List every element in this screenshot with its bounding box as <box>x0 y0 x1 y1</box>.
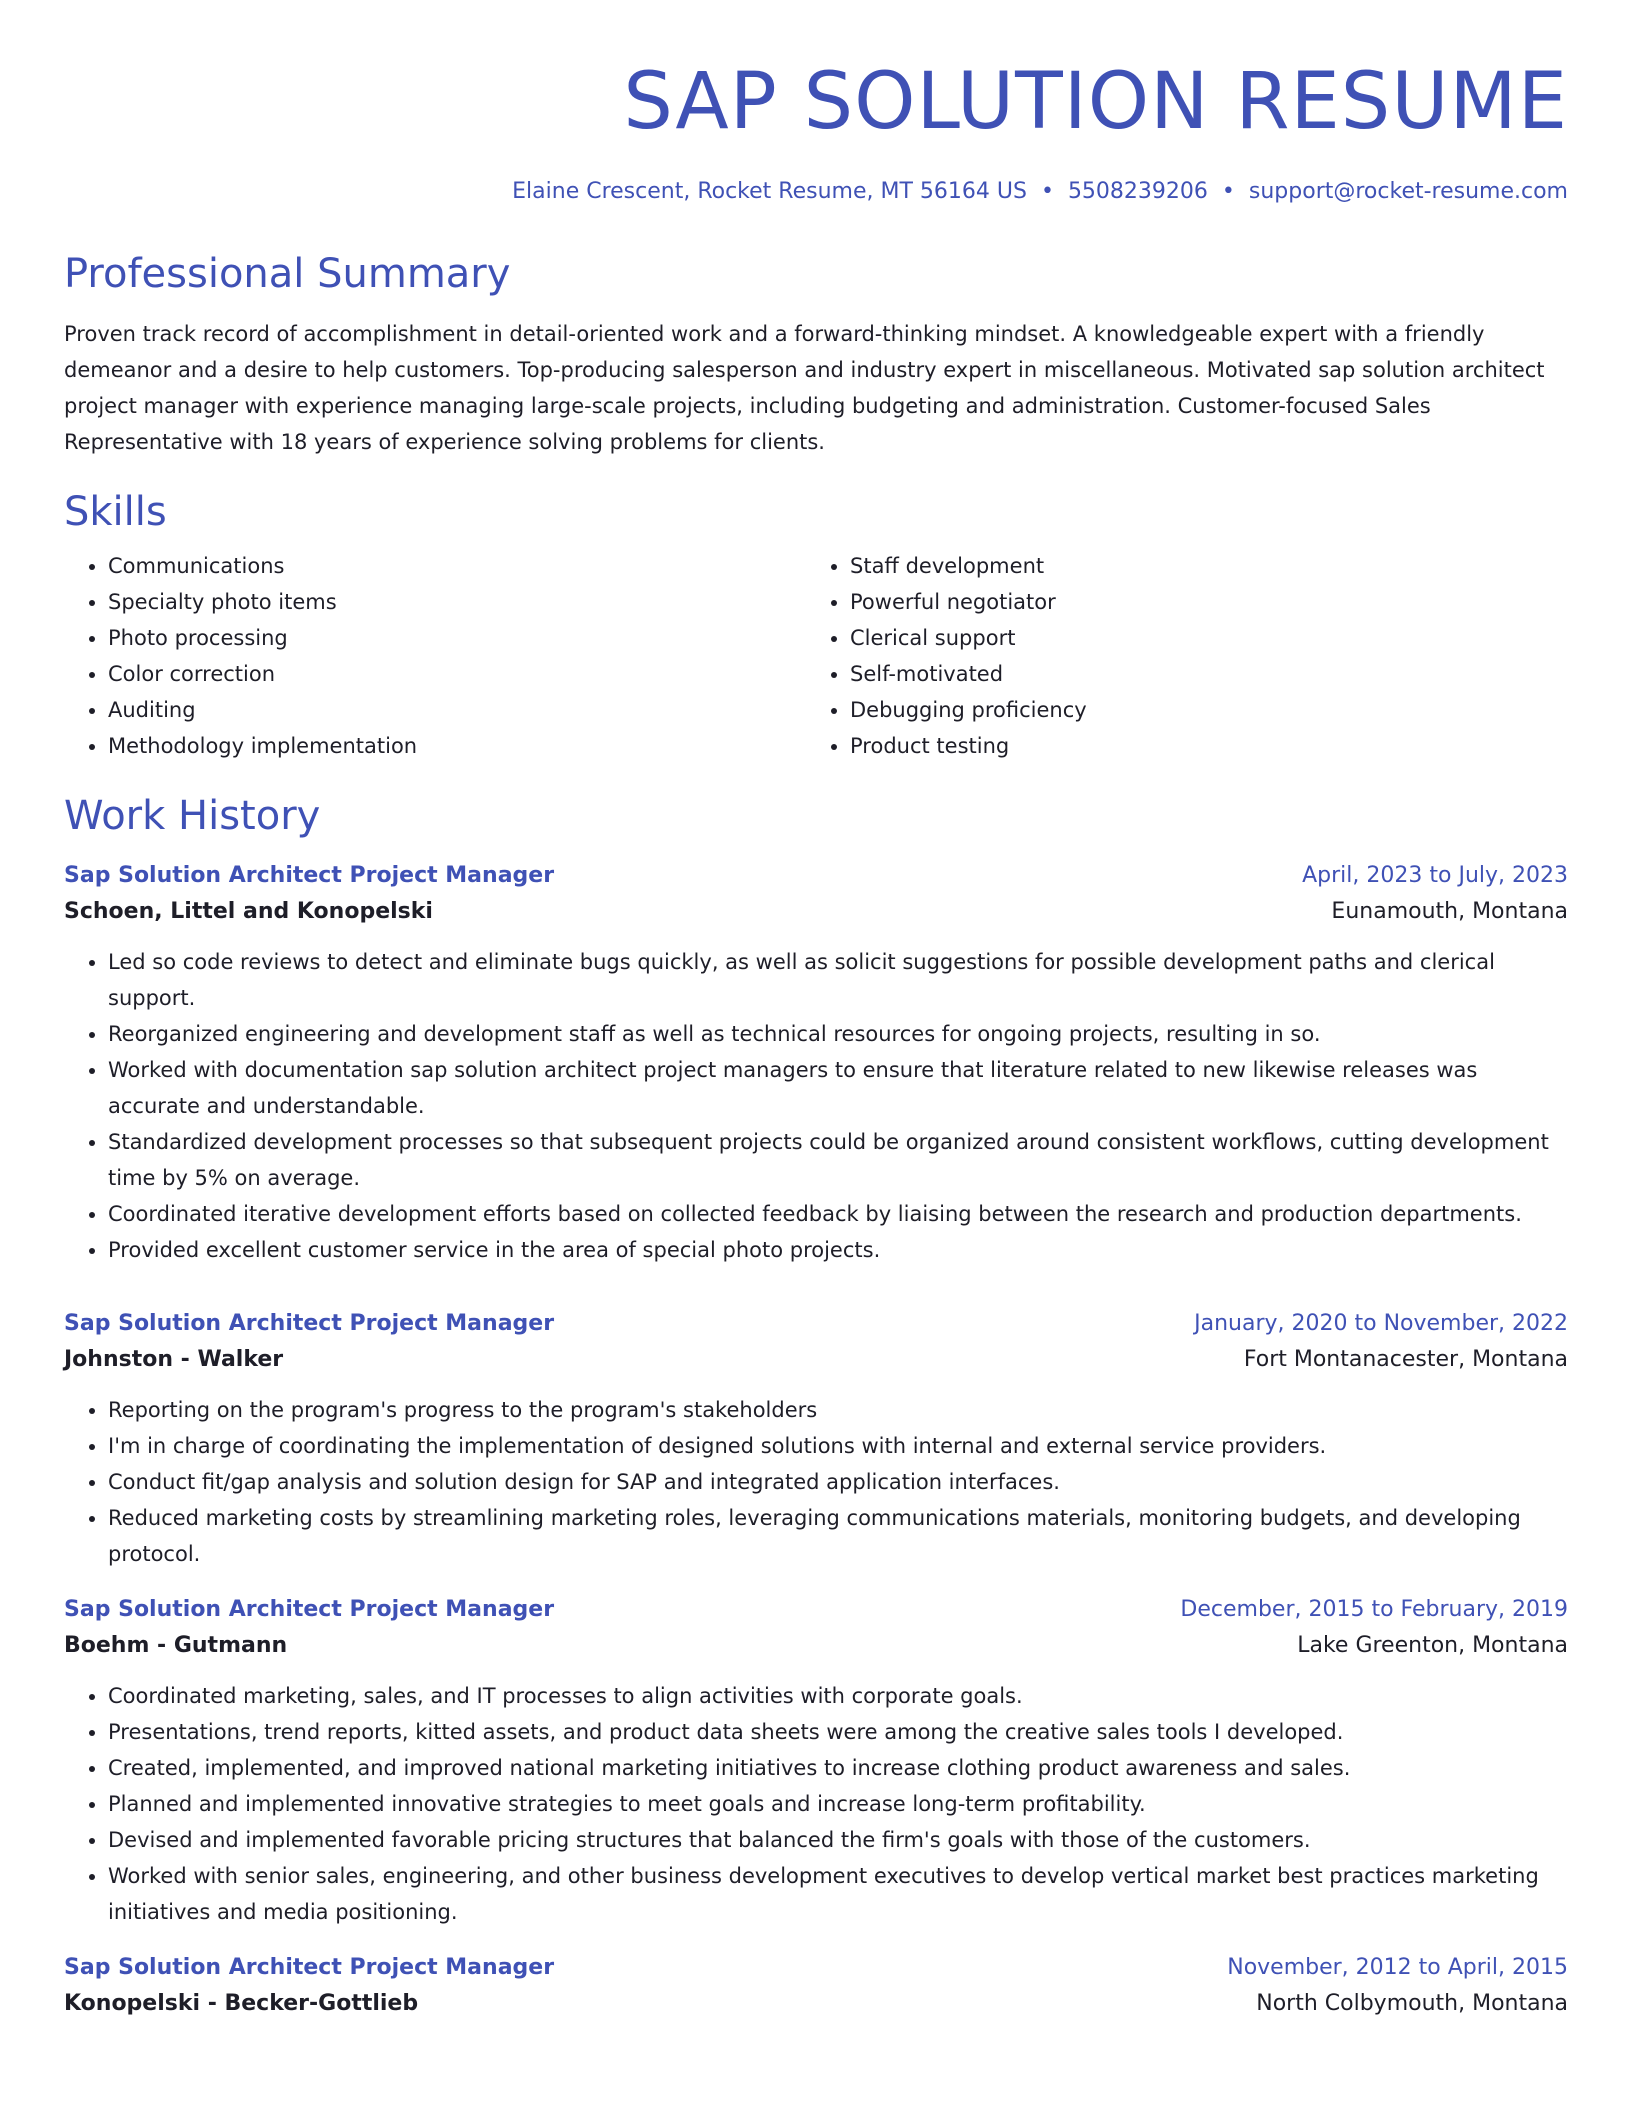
job-header-row <box>64 858 1568 894</box>
job-entry <box>64 1592 1568 1930</box>
job-dates: November, 2012 to April, 2015 <box>1227 1955 1568 1980</box>
job-role: Sap Solution Architect Project Manager <box>64 1597 555 1622</box>
job-company: Boehm - Gutmann <box>64 1633 288 1658</box>
job-company: Schoen, Littel and Konopelski <box>64 899 433 924</box>
job-bullet: • Worked with documentation sap solution architect project managers to ensure that literature related to new likewise releases was accurate and understandable. <box>108 1052 1568 1124</box>
skill-item: • Self-motivated <box>850 656 1548 692</box>
contact-separator: • <box>1221 179 1235 204</box>
skill-item: • Communications <box>108 548 806 584</box>
job-header-row <box>64 1306 1568 1342</box>
job-bullet: • Led so code reviews to detect and eliminate bugs quickly, as well as solicit suggestions for possible development paths and clerical support. <box>108 944 1568 1016</box>
job-header-row <box>64 1950 1568 1986</box>
contact-phone: 5508239206 <box>1067 179 1208 204</box>
resume-title: SAP SOLUTION RESUME <box>623 57 1568 147</box>
job-entry <box>64 1950 1568 2022</box>
job-entry <box>64 1306 1568 1572</box>
job-bullet: • Coordinated iterative development efforts based on collected feedback by liaising between the research and production departments. <box>108 1196 1568 1232</box>
job-location: Lake Greenton, Montana <box>1297 1633 1568 1658</box>
job-bullet: • I'm in charge of coordinating the implementation of designed solutions with internal and external service providers. <box>108 1428 1568 1464</box>
skill-item: • Methodology implementation <box>108 728 806 764</box>
contact-line <box>64 178 1568 206</box>
contact-separator: • <box>1040 179 1054 204</box>
summary-heading: Professional Summary <box>64 251 511 297</box>
job-bullet: • Conduct fit/gap analysis and solution design for SAP and integrated application interfaces. <box>108 1464 1568 1500</box>
job-company-row <box>64 894 1568 930</box>
job-role: Sap Solution Architect Project Manager <box>64 863 555 888</box>
job-bullet: • Standardized development processes so that subsequent projects could be organized around consistent workflows, cutting development time by 5% on average. <box>108 1124 1568 1196</box>
skill-item: • Powerful negotiator <box>850 584 1548 620</box>
job-role: Sap Solution Architect Project Manager <box>64 1311 555 1336</box>
work-history-heading: Work History <box>64 793 321 839</box>
skills-heading: Skills <box>64 489 167 535</box>
job-dates: April, 2023 to July, 2023 <box>1302 863 1568 888</box>
job-bullet: • Reporting on the program's progress to the program's stakeholders <box>108 1392 1568 1428</box>
job-entry <box>64 858 1568 1268</box>
job-bullet: • Devised and implemented favorable pricing structures that balanced the firm's goals with those of the customers. <box>108 1822 1568 1858</box>
job-company-row <box>64 1342 1568 1378</box>
summary-text: Proven track record of accomplishment in detail-oriented work and a forward-thinking mindset. A knowledgeable expert with a friendly demeanor and a desire to help customers. Top-producing salesperson and industry expert in miscellaneous. Motivated sap solution architect project manager with experience managing large-scale projects, including budgeting and administration. Customer-focused Sales Representative with 18 years of experience solving problems for clients. <box>64 322 1545 454</box>
skills-columns <box>64 548 1568 764</box>
skill-item: • Auditing <box>108 692 806 728</box>
skill-item: • Specialty photo items <box>108 584 806 620</box>
job-role: Sap Solution Architect Project Manager <box>64 1955 555 1980</box>
contact-address: Elaine Crescent, Rocket Resume, MT 56164 US <box>512 179 1027 204</box>
skill-item: • Photo processing <box>108 620 806 656</box>
job-bullets <box>64 944 1568 1268</box>
job-bullets <box>64 1392 1568 1572</box>
job-bullet: • Provided excellent customer service in the area of special photo projects. <box>108 1232 1568 1268</box>
skills-list-right <box>806 548 1548 764</box>
job-location: Eunamouth, Montana <box>1331 899 1568 924</box>
skill-item: • Staff development <box>850 548 1548 584</box>
contact-email: support@rocket-resume.com <box>1248 179 1568 204</box>
job-bullet: • Worked with senior sales, engineering, and other business development executives to develop vertical market best practices marketing initiatives and media positioning. <box>108 1858 1568 1930</box>
job-bullet: • Presentations, trend reports, kitted assets, and product data sheets were among the creative sales tools I developed. <box>108 1714 1568 1750</box>
job-bullet: • Planned and implemented innovative strategies to meet goals and increase long-term profitability. <box>108 1786 1568 1822</box>
skill-item: • Product testing <box>850 728 1548 764</box>
skill-item: • Color correction <box>108 656 806 692</box>
job-bullet: • Reduced marketing costs by streamlining marketing roles, leveraging communications materials, monitoring budgets, and developing protocol. <box>108 1500 1568 1572</box>
skills-list-left <box>64 548 806 764</box>
job-dates: January, 2020 to November, 2022 <box>1194 1311 1568 1336</box>
job-dates: December, 2015 to February, 2019 <box>1180 1597 1568 1622</box>
job-bullet: • Reorganized engineering and development staff as well as technical resources for ongoing projects, resulting in so. <box>108 1016 1568 1052</box>
job-location: Fort Montanacester, Montana <box>1243 1347 1568 1372</box>
job-company-row <box>64 1628 1568 1664</box>
job-bullets <box>64 1678 1568 1930</box>
job-location: North Colbymouth, Montana <box>1256 1991 1568 2016</box>
job-company: Konopelski - Becker-Gottlieb <box>64 1991 419 2016</box>
job-bullet: • Created, implemented, and improved national marketing initiatives to increase clothing product awareness and sales. <box>108 1750 1568 1786</box>
job-header-row <box>64 1592 1568 1628</box>
skill-item: • Clerical support <box>850 620 1548 656</box>
job-bullet: • Coordinated marketing, sales, and IT processes to align activities with corporate goals. <box>108 1678 1568 1714</box>
job-company: Johnston - Walker <box>64 1347 284 1372</box>
skill-item: • Debugging proficiency <box>850 692 1548 728</box>
job-company-row <box>64 1986 1568 2022</box>
